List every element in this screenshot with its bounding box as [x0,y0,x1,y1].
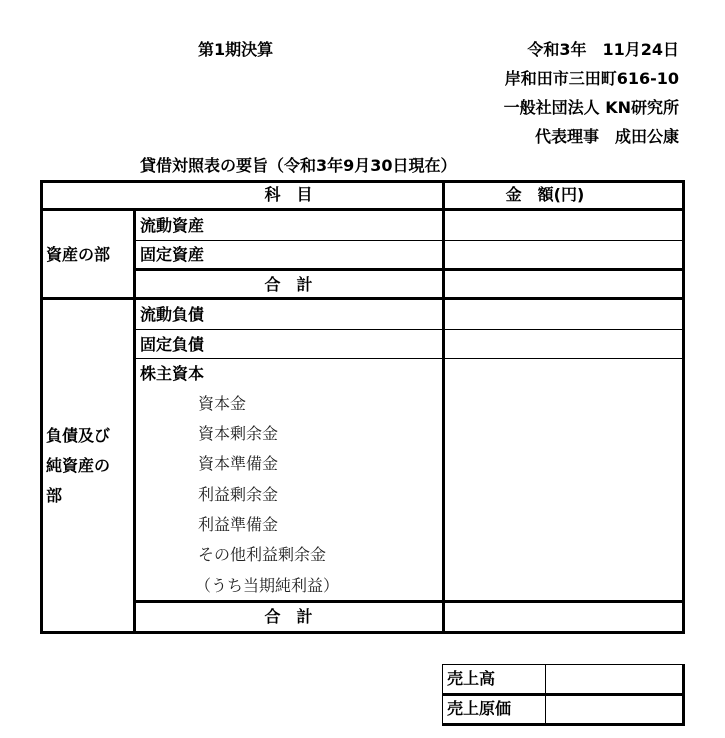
document-date: 令和3年 11月24日 [527,40,679,59]
table-row-name: その他利益剰余金 [198,545,327,564]
table-row-name: 固定資産 [140,245,205,264]
table-row-name: 固定負債 [140,335,205,354]
column-header-amount: 金 額(円) [505,185,585,204]
cost-of-sales-label: 売上原価 [447,699,512,718]
liabilities-section-label-line1: 負債及び [46,426,111,445]
table-row-name: 資本準備金 [198,454,279,473]
assets-section-label: 資産の部 [46,245,111,264]
document-title: 第1期決算 [198,40,274,59]
table-row-name: 資本金 [198,394,247,413]
table-row-name: 流動資産 [140,216,205,235]
organization-name: 一般社団法人 KN研究所 [503,98,679,117]
table-row-name: 流動負債 [140,305,205,324]
representative: 代表理事 成田公康 [534,127,679,146]
table-row-name: 資本剰余金 [198,424,279,443]
assets-total-label: 合 計 [264,275,313,294]
table-row-name: （うち当期純利益） [195,576,340,595]
table-row-name: 株主資本 [140,364,205,383]
table-row-name: 利益準備金 [198,515,279,534]
table-row-name: 利益剰余金 [198,485,279,504]
address: 岸和田市三田町616-10 [504,69,679,88]
sales-label: 売上高 [447,669,496,688]
table-title: 貸借対照表の要旨（令和3年9月30日現在） [140,156,457,175]
liabilities-section-label-line2: 純資産の [46,456,111,475]
column-header-subject: 科 目 [264,185,313,204]
liabilities-section-label-line3: 部 [46,486,63,505]
liabilities-total-label: 合 計 [264,607,313,626]
